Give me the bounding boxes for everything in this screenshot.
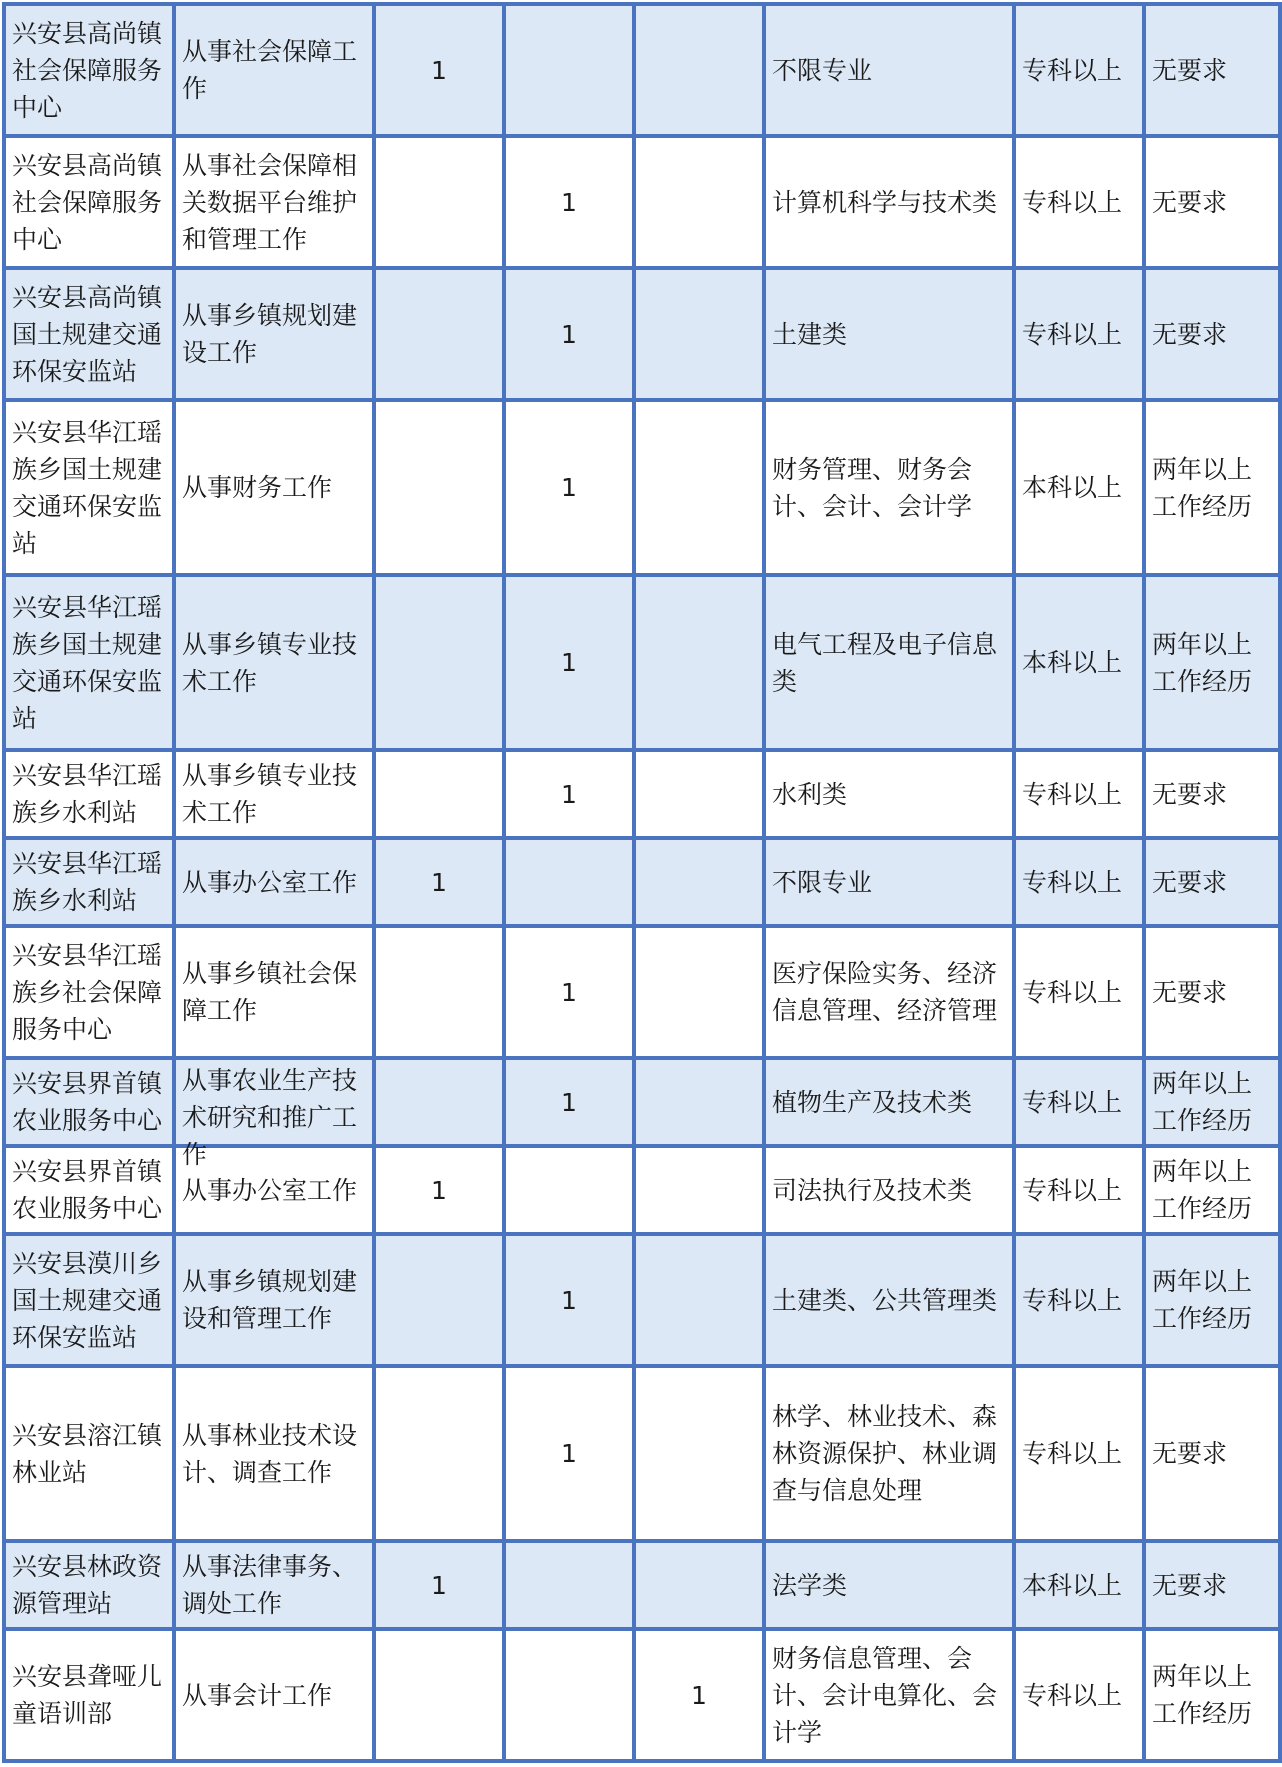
experience-cell (1144, 1146, 1280, 1234)
education-cell-text: 本科以上 (1022, 1570, 1123, 1600)
unit-cell-text: 兴安县华江瑶族乡社会保障服务中心 (12, 940, 163, 1044)
duty-cell (174, 750, 374, 838)
duty-cell-text: 从事社会保障工作 (182, 37, 358, 103)
experience-cell-text: 两年以上工作经历 (1152, 454, 1253, 521)
unit-cell (4, 750, 174, 838)
count-cell-3 (634, 1366, 764, 1541)
duty-cell-text: 从事法律事务、调处工作 (182, 1552, 358, 1618)
count-cell-2 (504, 926, 634, 1058)
count-cell-2-text: 1 (561, 1439, 577, 1468)
major-cell-text: 土建类、公共管理类 (772, 1285, 998, 1315)
count-cell-2 (504, 4, 634, 136)
major-cell-text: 不限专业 (772, 867, 873, 897)
education-cell-text: 专科以上 (1022, 1087, 1123, 1117)
table-row (4, 136, 1280, 268)
table-row (4, 750, 1280, 838)
duty-cell-text: 从事社会保障相关数据平台维护和管理工作 (182, 150, 358, 254)
unit-cell-text: 兴安县高尚镇社会保障服务中心 (12, 18, 163, 122)
unit-cell (4, 926, 174, 1058)
count-cell-2 (504, 1058, 634, 1146)
education-cell (1014, 926, 1144, 1058)
education-cell (1014, 838, 1144, 926)
count-cell-3 (634, 1234, 764, 1366)
count-cell-2 (504, 1541, 634, 1629)
duty-cell-text: 从事办公室工作 (182, 1175, 358, 1205)
major-cell (764, 136, 1014, 268)
count-cell-2 (504, 268, 634, 400)
duty-cell (174, 838, 374, 926)
experience-cell-text: 两年以上工作经历 (1152, 1157, 1253, 1223)
major-cell-text: 植物生产及技术类 (772, 1087, 973, 1117)
unit-cell (4, 1146, 174, 1234)
major-cell (764, 400, 1014, 575)
experience-cell (1144, 1058, 1280, 1146)
unit-cell (4, 575, 174, 750)
count-cell-3 (634, 1629, 764, 1761)
unit-cell (4, 1058, 174, 1146)
table-row (4, 400, 1280, 575)
count-cell-1-text: 1 (431, 867, 447, 897)
count-cell-2 (504, 1629, 634, 1761)
major-cell (764, 4, 1014, 136)
unit-cell-text: 兴安县华江瑶族乡国土规建交通环保安监站 (12, 417, 163, 558)
experience-cell (1144, 1541, 1280, 1629)
duty-cell-text: 从事财务工作 (182, 473, 333, 502)
unit-cell-text: 兴安县漠川乡国土规建交通环保安监站 (12, 1248, 163, 1352)
count-cell-2-text: 1 (561, 187, 577, 217)
education-cell-text: 专科以上 (1022, 867, 1123, 897)
duty-cell (174, 1366, 374, 1541)
recruitment-table (2, 2, 1282, 1763)
table-row (4, 926, 1280, 1058)
duty-cell (174, 4, 374, 136)
count-cell-1 (374, 1146, 504, 1234)
major-cell-text: 林学、林业技术、森林资源保护、林业调查与信息处理 (772, 1402, 998, 1505)
major-cell (764, 750, 1014, 838)
education-cell (1014, 1146, 1144, 1234)
duty-cell-text: 从事乡镇专业技术工作 (182, 629, 358, 696)
count-cell-1 (374, 400, 504, 575)
count-cell-2 (504, 575, 634, 750)
unit-cell (4, 1541, 174, 1629)
duty-cell-text: 从事林业技术设计、调查工作 (182, 1420, 358, 1487)
major-cell (764, 1629, 1014, 1761)
major-cell-text: 水利类 (772, 779, 848, 809)
education-cell (1014, 4, 1144, 136)
count-cell-3 (634, 1146, 764, 1234)
count-cell-3 (634, 575, 764, 750)
unit-cell (4, 136, 174, 268)
unit-cell (4, 268, 174, 400)
unit-cell-text: 兴安县华江瑶族乡水利站 (12, 849, 163, 915)
duty-cell (174, 1629, 374, 1761)
experience-cell-text: 两年以上工作经历 (1152, 1662, 1253, 1728)
duty-cell-text: 从事乡镇专业技术工作 (182, 761, 358, 827)
education-cell-text: 专科以上 (1022, 55, 1123, 85)
education-cell-text: 专科以上 (1022, 187, 1123, 217)
count-cell-3 (634, 838, 764, 926)
major-cell-text: 不限专业 (772, 55, 873, 85)
count-cell-2-text: 1 (561, 977, 577, 1007)
experience-cell-text: 两年以上工作经历 (1152, 1069, 1253, 1135)
table-row (4, 268, 1280, 400)
major-cell (764, 1541, 1014, 1629)
experience-cell-text: 无要求 (1152, 977, 1228, 1007)
major-cell-text: 法学类 (772, 1570, 848, 1600)
count-cell-1 (374, 838, 504, 926)
count-cell-2 (504, 1146, 634, 1234)
count-cell-1 (374, 750, 504, 838)
count-cell-1 (374, 268, 504, 400)
major-cell (764, 575, 1014, 750)
experience-cell-text: 无要求 (1152, 779, 1228, 809)
education-cell (1014, 1541, 1144, 1629)
table-row (4, 4, 1280, 136)
count-cell-2-text: 1 (561, 1285, 577, 1315)
duty-cell (174, 1234, 374, 1366)
experience-cell (1144, 4, 1280, 136)
education-cell (1014, 400, 1144, 575)
table-row (4, 1366, 1280, 1541)
duty-cell-text: 从事会计工作 (182, 1680, 333, 1710)
experience-cell-text: 无要求 (1152, 55, 1228, 85)
experience-cell (1144, 268, 1280, 400)
major-cell (764, 926, 1014, 1058)
unit-cell-text: 兴安县华江瑶族乡国土规建交通环保安监站 (12, 592, 163, 733)
table-row (4, 1629, 1280, 1761)
education-cell (1014, 1366, 1144, 1541)
count-cell-2 (504, 400, 634, 575)
major-cell-text: 医疗保险实务、经济信息管理、经济管理 (772, 959, 998, 1025)
count-cell-3 (634, 750, 764, 838)
major-cell-text: 财务信息管理、会计、会计电算化、会计学 (772, 1643, 998, 1747)
unit-cell (4, 1234, 174, 1366)
count-cell-3 (634, 1541, 764, 1629)
major-cell (764, 1366, 1014, 1541)
count-cell-2-text: 1 (561, 1087, 577, 1117)
major-cell (764, 268, 1014, 400)
table-row (4, 838, 1280, 926)
experience-cell (1144, 1629, 1280, 1761)
experience-cell (1144, 136, 1280, 268)
duty-cell (174, 1058, 374, 1169)
experience-cell (1144, 926, 1280, 1058)
count-cell-2 (504, 750, 634, 838)
duty-cell (174, 268, 374, 400)
count-cell-3 (634, 926, 764, 1058)
duty-cell-text: 从事乡镇社会保障工作 (182, 959, 358, 1025)
unit-cell-text: 兴安县聋哑儿童语训部 (12, 1662, 163, 1728)
experience-cell (1144, 750, 1280, 838)
duty-cell (174, 136, 374, 268)
education-cell-text: 本科以上 (1022, 648, 1123, 677)
count-cell-3 (634, 1058, 764, 1146)
count-cell-1 (374, 926, 504, 1058)
count-cell-2 (504, 1234, 634, 1366)
education-cell-text: 本科以上 (1022, 473, 1123, 502)
experience-cell (1144, 1234, 1280, 1366)
experience-cell-text: 两年以上工作经历 (1152, 629, 1253, 696)
unit-cell-text: 兴安县界首镇农业服务中心 (12, 1069, 163, 1135)
count-cell-1 (374, 1234, 504, 1366)
unit-cell (4, 4, 174, 136)
education-cell-text: 专科以上 (1022, 779, 1123, 809)
education-cell-text: 专科以上 (1022, 319, 1123, 349)
count-cell-1-text: 1 (431, 1175, 447, 1205)
count-cell-2-text: 1 (561, 319, 577, 349)
count-cell-3 (634, 4, 764, 136)
unit-cell-text: 兴安县高尚镇国土规建交通环保安监站 (12, 282, 163, 386)
duty-cell-text: 从事乡镇规划建设和管理工作 (182, 1267, 358, 1333)
education-cell-text: 专科以上 (1022, 977, 1123, 1007)
unit-cell (4, 1366, 174, 1541)
experience-cell (1144, 575, 1280, 750)
count-cell-1 (374, 575, 504, 750)
unit-cell-text: 兴安县高尚镇社会保障服务中心 (12, 150, 163, 254)
table-row (4, 1541, 1280, 1629)
count-cell-1 (374, 1629, 504, 1761)
education-cell-text: 专科以上 (1022, 1680, 1123, 1710)
major-cell-text: 司法执行及技术类 (772, 1175, 973, 1205)
unit-cell-text: 兴安县溶江镇林业站 (12, 1420, 163, 1487)
experience-cell-text: 无要求 (1152, 1570, 1228, 1600)
duty-cell (174, 1541, 374, 1629)
count-cell-3 (634, 400, 764, 575)
unit-cell (4, 400, 174, 575)
count-cell-3 (634, 136, 764, 268)
major-cell-text: 土建类 (772, 319, 848, 349)
experience-cell (1144, 838, 1280, 926)
education-cell (1014, 1234, 1144, 1366)
table-row (4, 1234, 1280, 1366)
count-cell-2 (504, 136, 634, 268)
duty-cell-text: 从事乡镇规划建设工作 (182, 301, 358, 367)
education-cell (1014, 268, 1144, 400)
duty-cell-text: 从事办公室工作 (182, 867, 358, 897)
education-cell (1014, 575, 1144, 750)
major-cell-text: 财务管理、财务会计、会计、会计学 (772, 454, 973, 521)
major-cell (764, 1234, 1014, 1366)
count-cell-1 (374, 136, 504, 268)
count-cell-2-text: 1 (561, 648, 577, 677)
major-cell (764, 1146, 1014, 1234)
experience-cell-text: 无要求 (1152, 867, 1228, 897)
count-cell-1-text: 1 (431, 1570, 447, 1600)
experience-cell-text: 两年以上工作经历 (1152, 1267, 1253, 1333)
duty-cell (174, 400, 374, 575)
count-cell-1 (374, 1541, 504, 1629)
experience-cell (1144, 400, 1280, 575)
count-cell-1 (374, 1058, 504, 1146)
major-cell-text: 计算机科学与技术类 (772, 187, 998, 217)
education-cell (1014, 1629, 1144, 1761)
experience-cell-text: 无要求 (1152, 319, 1228, 349)
education-cell (1014, 750, 1144, 838)
education-cell-text: 专科以上 (1022, 1439, 1123, 1468)
experience-cell-text: 无要求 (1152, 1439, 1228, 1468)
duty-cell (174, 575, 374, 750)
unit-cell (4, 838, 174, 926)
count-cell-2-text: 1 (561, 779, 577, 809)
education-cell (1014, 1058, 1144, 1146)
unit-cell-text: 兴安县界首镇农业服务中心 (12, 1157, 163, 1223)
count-cell-1 (374, 1366, 504, 1541)
count-cell-3 (634, 268, 764, 400)
table-row (4, 1058, 1280, 1146)
experience-cell (1144, 1366, 1280, 1541)
count-cell-1 (374, 4, 504, 136)
count-cell-2 (504, 1366, 634, 1541)
major-cell (764, 838, 1014, 926)
duty-cell (174, 926, 374, 1058)
count-cell-1-text: 1 (431, 55, 447, 85)
education-cell-text: 专科以上 (1022, 1285, 1123, 1315)
major-cell-text: 电气工程及电子信息类 (772, 629, 998, 696)
table-body (4, 4, 1280, 1761)
unit-cell (4, 1629, 174, 1761)
count-cell-3-text: 1 (691, 1680, 707, 1710)
major-cell (764, 1058, 1014, 1146)
education-cell-text: 专科以上 (1022, 1175, 1123, 1205)
table-row (4, 575, 1280, 750)
education-cell (1014, 136, 1144, 268)
count-cell-2-text: 1 (561, 473, 577, 502)
experience-cell-text: 无要求 (1152, 187, 1228, 217)
unit-cell-text: 兴安县林政资源管理站 (12, 1552, 163, 1618)
unit-cell-text: 兴安县华江瑶族乡水利站 (12, 761, 163, 827)
count-cell-2 (504, 838, 634, 926)
duty-cell-text: 从事农业生产技术研究和推广工作 (182, 1066, 358, 1169)
